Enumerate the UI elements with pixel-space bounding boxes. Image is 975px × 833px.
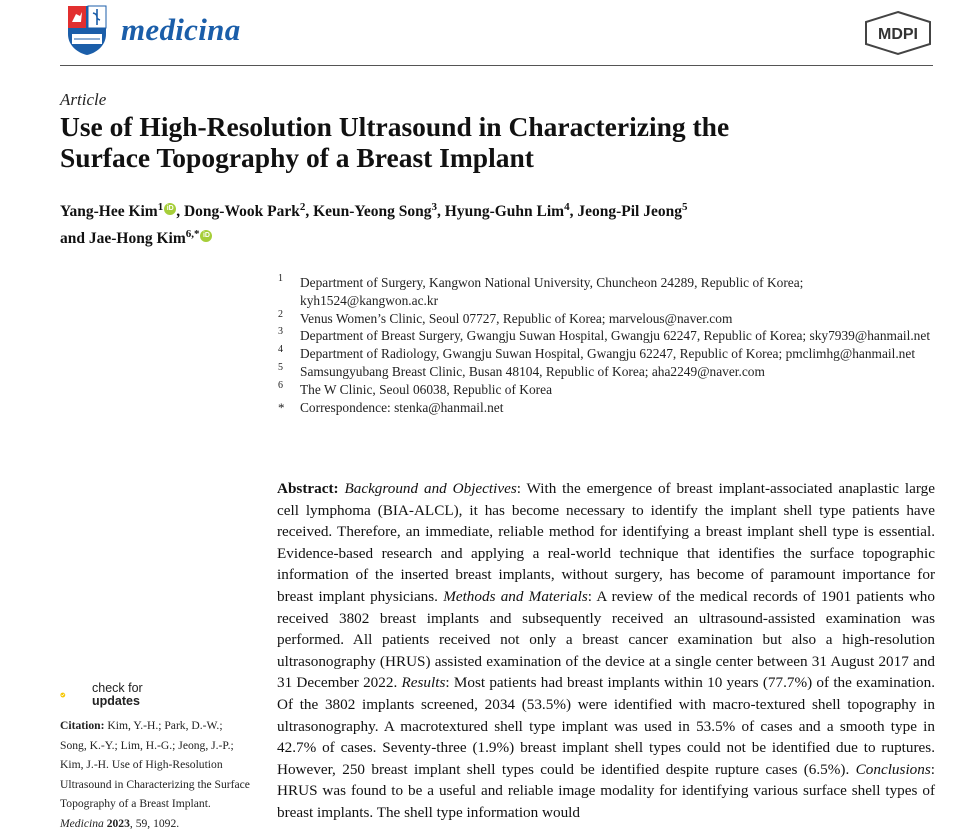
affiliation-text: Samsungyubang Breast Clinic, Busan 48104, Republic of Korea; aha2249@naver.com [300, 363, 765, 379]
author-affiliation: 2 [299, 201, 306, 213]
author-affiliation: 1 [157, 201, 164, 213]
author-list [60, 196, 940, 250]
affiliation-item [276, 381, 936, 399]
orcid-icon[interactable]: iD [164, 203, 176, 215]
affiliation-item [276, 274, 936, 310]
article-title [60, 111, 930, 173]
abstract-text-background: : With the emergence of breast implant-associated anaplastic large cell lymphoma (BIA-ALCL), it has become necessary to identify the implant shell type patients have received. Therefore, an immediate, reliable method for identifying a breast implant shell type is essential. Evidence-based research and applying a real-world technique that identifies the surface topographic information of the inserted breast implants, without surgery, has become of paramount importance for breast implant physicians. [277, 480, 935, 605]
affiliation-number: 1 [278, 273, 283, 284]
affiliation-number: 6 [278, 379, 283, 391]
author-name[interactable]: Yang-Hee Kim [60, 203, 158, 221]
abstract [277, 478, 935, 824]
affiliation-list [276, 274, 936, 416]
author-affiliation: 3 [431, 201, 438, 213]
mdpi-logo [862, 10, 934, 56]
title-line-2: Surface Topography of a Breast Implant [60, 142, 534, 173]
correspondence-marker: * [278, 399, 285, 415]
header-divider [60, 65, 933, 66]
author-affiliation: 5 [681, 201, 688, 213]
author-separator: , [569, 203, 578, 221]
affiliation-number: 4 [278, 344, 283, 356]
affiliation-item [276, 327, 936, 345]
citation-text: Kim, Y.-H.; Park, D.-W.; Song, K.-Y.; Lim, H.-G.; Jeong, J.-P.; Kim, J.-H. Use of High-Resolution Ultrasound in Characterizing the Surface Topography of a Breast Implant. [60, 719, 250, 810]
check-for-updates-line1: check for [92, 681, 143, 695]
affiliation-number: 3 [278, 326, 283, 338]
author-separator: , [437, 203, 445, 221]
title-line-1: Use of High-Resolution Ultrasound in Characterizing the [60, 111, 730, 142]
correspondence-text: Correspondence: stenka@hanmail.net [300, 399, 504, 415]
affiliation-text: The W Clinic, Seoul 06038, Republic of Korea [300, 381, 553, 397]
check-for-updates-icon[interactable] [60, 680, 90, 710]
abstract-label: Abstract: [277, 480, 339, 497]
affiliation-item [276, 310, 936, 328]
abstract-text-conclusions: : HRUS was found to be a useful and reliable image modality for identifying various surface shell types of breast implants. The shell type information would [277, 760, 935, 821]
affiliation-number: 2 [278, 308, 283, 320]
affiliation-number: 5 [278, 361, 283, 373]
publisher-name: MDPI [878, 26, 918, 43]
medicina-shield-logo [66, 4, 108, 56]
author-line-2 [60, 223, 940, 250]
citation-label: Citation: [60, 719, 105, 732]
affiliation-item [276, 363, 936, 381]
author-name[interactable]: Hyung-Guhn Lim [444, 203, 565, 221]
check-for-updates-line2: updates [92, 694, 140, 708]
citation-year: 2023 [106, 816, 130, 830]
author-name[interactable]: Keun-Yeong Song [313, 203, 432, 221]
author-name[interactable]: and Jae-Hong Kim [60, 230, 186, 248]
article-type: Article [60, 90, 107, 109]
citation-rest: , 59, 1092. [129, 816, 180, 830]
abstract-text-results: : Most patients had breast implants within 10 years (77.7%) of the examination. Of the 3802 implants screened, 2034 (53.5%) were identified with macro-textured shell topography in ultrasonography. A macrotextured shell type implant was used in 53.5% of cases and a smooth type in 42.7% of cases. Seventy-three (1.9%) breast implant shell types could not be identified due to ruptures. However, 250 breast implant shell types could be identified despite rupture cases (6.5%). [277, 674, 935, 778]
orcid-icon[interactable]: iD [200, 230, 212, 242]
abstract-heading-results: Results [401, 674, 446, 692]
correspondence-item [276, 399, 936, 417]
author-line-1 [60, 196, 940, 223]
check-for-updates-link[interactable] [92, 682, 143, 708]
abstract-heading-background: Background and Objectives [344, 480, 517, 497]
author-name[interactable]: Dong-Wook Park [183, 203, 300, 221]
abstract-heading-conclusions: Conclusions [855, 760, 931, 778]
author-separator: , [176, 203, 184, 221]
abstract-heading-methods: Methods and Materials [443, 587, 588, 605]
author-name[interactable]: Jeong-Pil Jeong [577, 203, 682, 221]
citation-journal: Medicina [60, 816, 104, 830]
abstract-text-methods: : A review of the medical records of 1901 patients who received 3802 breast implants and subsequently received an ultrasound-assisted examination was performed. All patients received not only a breast cancer examination but also a high-resolution ultrasonography (HRUS) assisted examination of the device at a single center between 31 August 2017 and 31 December 2022. [277, 587, 935, 692]
affiliation-text: Department of Breast Surgery, Gwangju Suwan Hospital, Gwangju 62247, Republic of Korea; sky7939@hanmail.net [300, 328, 931, 344]
affiliation-text: Venus Women’s Clinic, Seoul 07727, Republic of Korea; marvelous@naver.com [300, 310, 733, 326]
author-separator: , [305, 203, 314, 221]
affiliation-text: Department of Surgery, Kangwon National University, Chuncheon 24289, Republic of Korea; kyh1524@kangwon.ac.kr [300, 275, 804, 308]
citation-block [60, 716, 250, 833]
affiliation-text: Department of Radiology, Gwangju Suwan Hospital, Gwangju 62247, Republic of Korea; pmclimhg@hanmail.net [300, 346, 916, 362]
author-affiliation: 6,* [185, 228, 200, 241]
author-affiliation: 4 [564, 201, 570, 213]
journal-name: medicina [121, 12, 241, 47]
affiliation-item [276, 345, 936, 363]
